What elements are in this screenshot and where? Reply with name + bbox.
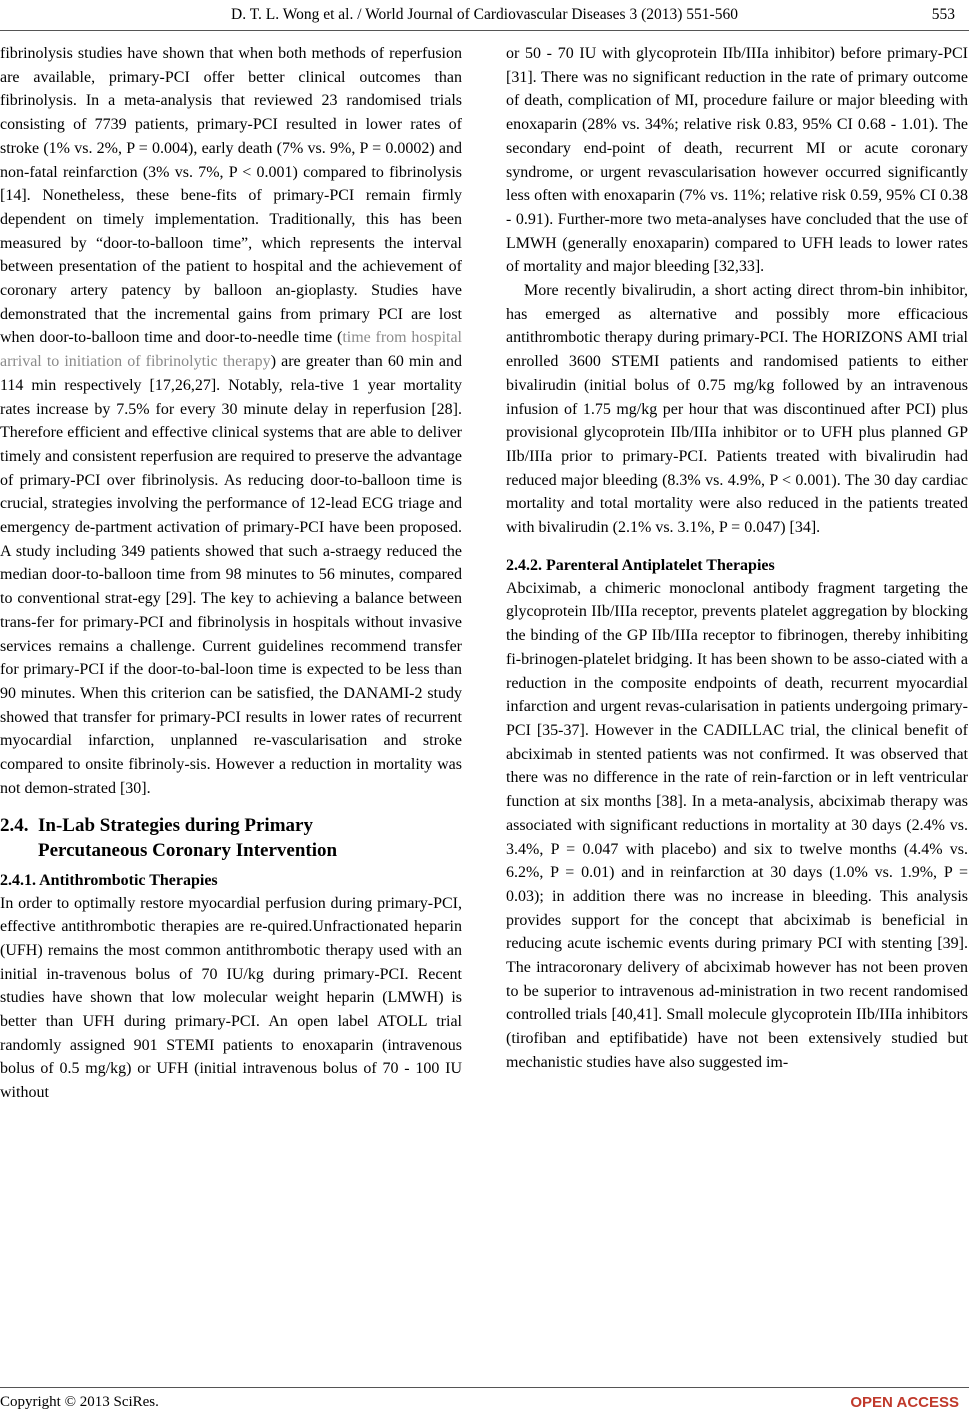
running-header	[0, 0, 969, 40]
footer-rule	[0, 1387, 969, 1388]
paragraph-text: ) are greater than 60 min and 114 min respectively [17,26,27]. Notably, rela-tive 1 year mortality rates increase by 7.5% for every 30 minute delay in reperfusion [28]. Therefore efficient and effective clinical systems that are able to deliver timely and consistent reperfusion are required to preserve the advantage of primary-PCI over fibrinolysis. As reducing door-to-balloon time is crucial, strategies involving the performance of 12-lead ECG triage and emergency de-partment activation of primary-PCI have been proposed. A study including 349 patients showed that such a-straegy reduced the median door-to-balloon time from 98 minutes to 56 minutes, compared to conventional strat-egy [29]. The key to achieving a balance between trans-fer for primary-PCI and fibrinolysis in hospitals without invasive services remains a challenge. Current guidelines recommend transfer for primary-PCI if the door-to-bal-loon time is expected to be less than 90 minutes. When this criterion can be satisfied, the DANAMI-2 study showed that transfer for primary-PCI results in lower rates of recurrent myocardial infarction, unplanned re-vascularisation and stroke compared to onsite fibrinoly-sis. However a reduction in mortality was not demon-strated [30].	[0, 353, 462, 797]
body-paragraph	[0, 42, 462, 801]
subsection-heading: 2.4.2. Parenteral Antiplatelet Therapies	[506, 556, 775, 574]
section-title-line1: In-Lab Strategies during Primary	[38, 814, 313, 836]
left-column	[0, 42, 462, 1105]
section-number: 2.4.	[0, 814, 29, 836]
paragraph-text-gray: time from hospital arrival to initiation of fibrinolytic therapy	[0, 329, 462, 371]
subsection-heading: 2.4.1. Antithrombotic Therapies	[0, 871, 218, 889]
journal-running-title: D. T. L. Wong et al. / World Journal of Cardiovascular Diseases 3 (2013) 551-560	[231, 6, 738, 23]
right-column	[506, 42, 968, 1075]
section-title-line2: Percutaneous Coronary Intervention	[38, 839, 338, 861]
body-paragraph: In order to optimally restore myocardial perfusion during primary-PCI, effective antithrombotic therapies are re-quired.Unfractionated heparin (UFH) remains the most common antithrombotic therapy used with an initial in-travenous bolus of 70 IU/kg during primary-PCI. Recent studies have shown that low molecular weight heparin (LMWH) is better than UFH during primary-PCI. An open label ATOLL trial randomly assigned 901 STEMI patients to enoxaparin (intravenous bolus of 0.5 mg/kg) or UFH (initial intravenous bolus of 70 - 100 IU without	[0, 894, 462, 1102]
page-number: 553	[931, 6, 955, 23]
body-paragraph: or 50 - 70 IU with glycoprotein IIb/IIIa inhibitor) before primary-PCI [31]. There was no significant reduction in the rate of primary outcome of death, complication of MI, procedure failure or major bleeding with enoxaparin (28% vs. 34%; relative risk 0.83, 95% CI 0.68 - 1.01). The secondary end-point of death, recurrent MI or acute coronary syndrome, or urgent revascularisation however occurred significantly less often with enoxaparin (7% vs. 11%; relative risk 0.59, 95% CI 0.38 - 0.91). Further-more two meta-analyses have concluded that the use of LMWH (generally enoxaparin) compared to UFH leads to lower rates of mortality and major bleeding [32,33].	[506, 45, 968, 276]
open-access-label: OPEN ACCESS	[850, 1394, 959, 1411]
copyright-notice: Copyright © 2013 SciRes.	[0, 1394, 159, 1410]
paragraph-text: fibrinolysis studies have shown that when both methods of reperfusion are available, primary-PCI offer better clinical outcomes than fibrinolysis. In a meta-analysis that reviewed 23 randomised trials consisting of 7739 patients, primary-PCI resulted in lower rates of stroke (1% vs. 2%, P = 0.004), early death (7% vs. 9%, P = 0.0002) and non-fatal reinfarction (3% vs. 7%, P < 0.001) compared to fibrinolysis [14]. Nonetheless, these bene-fits of primary-PCI remain firmly dependent on timely implementation. Traditionally, this has been measured by “door-to-balloon time”, which represents the interval between presentation of the patient to hospital and the achievement of coronary artery patency by balloon an-gioplasty. Studies have demonstrated that the incremental gains from primary PCI are lost when door-to-balloon time and door-to-needle time (	[0, 45, 462, 347]
body-paragraph: More recently bivalirudin, a short acting direct throm-bin inhibitor, has emerged as alternative and possibly more efficacious antithrombotic therapy during primary-PCI. The HORIZONS AMI trial enrolled 3600 STEMI patients and randomised patients to either bivalirudin (initial bolus of 0.75 mg/kg followed by an intravenous infusion of 1.75 mg/kg per hour that was discontinued after PCI) plus provisional glycoprotein IIb/IIIa inhibitor or to UFH plus planned GP IIb/IIIa prior to primary-PCI. Patients treated with bivalirudin had reduced major bleeding (8.3% vs. 4.9%, P < 0.001). The 30 day cardiac mortality and total mortality were also reduced in the patients treated with bivalirudin (2.1% vs. 3.1%, P = 0.047) [34].	[506, 282, 968, 537]
section-heading	[0, 813, 462, 863]
header-rule	[0, 30, 969, 31]
body-paragraph: Abciximab, a chimeric monoclonal antibody fragment targeting the glycoprotein IIb/IIIa receptor, prevents platelet aggregation by blocking the binding of the GP IIb/IIIa receptor to fibrinogen, thereby inhibiting fi-brinogen-platelet bridging. It has been shown to be asso-ciated with a reduction in the composite endpoints of death, recurrent myocardial infarction and urgent revas-cularisation in patients undergoing primary-PCI [35-37]. However in the CADILLAC trial, the clinical benefit of abciximab in stented patients was not confirmed. It was observed that there was no difference in the rate of rein-farction or in left ventricular function at six months [38]. In a meta-analysis, abciximab therapy was associated with significant reductions in mortality at 30 days (2.4% vs. 3.4%, P = 0.047 with placebo) and six to twelve months (4.4% vs. 6.2%, P = 0.01) and in reinfarction at 30 days (1.0% vs. 1.9%, P = 0.03); in addition there was no increase in bleeding. This analysis provides support for the concept that abciximab is beneficial in reducing acute ischemic events during primary PCI with stenting [39]. The intracoronary delivery of abciximab however has not been proven to be superior to intravenous ad-ministration in two recent randomised controlled trials [40,41]. Small molecule glycoprotein IIb/IIIa inhibitors (tirofiban and eptifibatide) have not been extensively studied but mechanistic studies have also suggested im-	[506, 579, 968, 1071]
